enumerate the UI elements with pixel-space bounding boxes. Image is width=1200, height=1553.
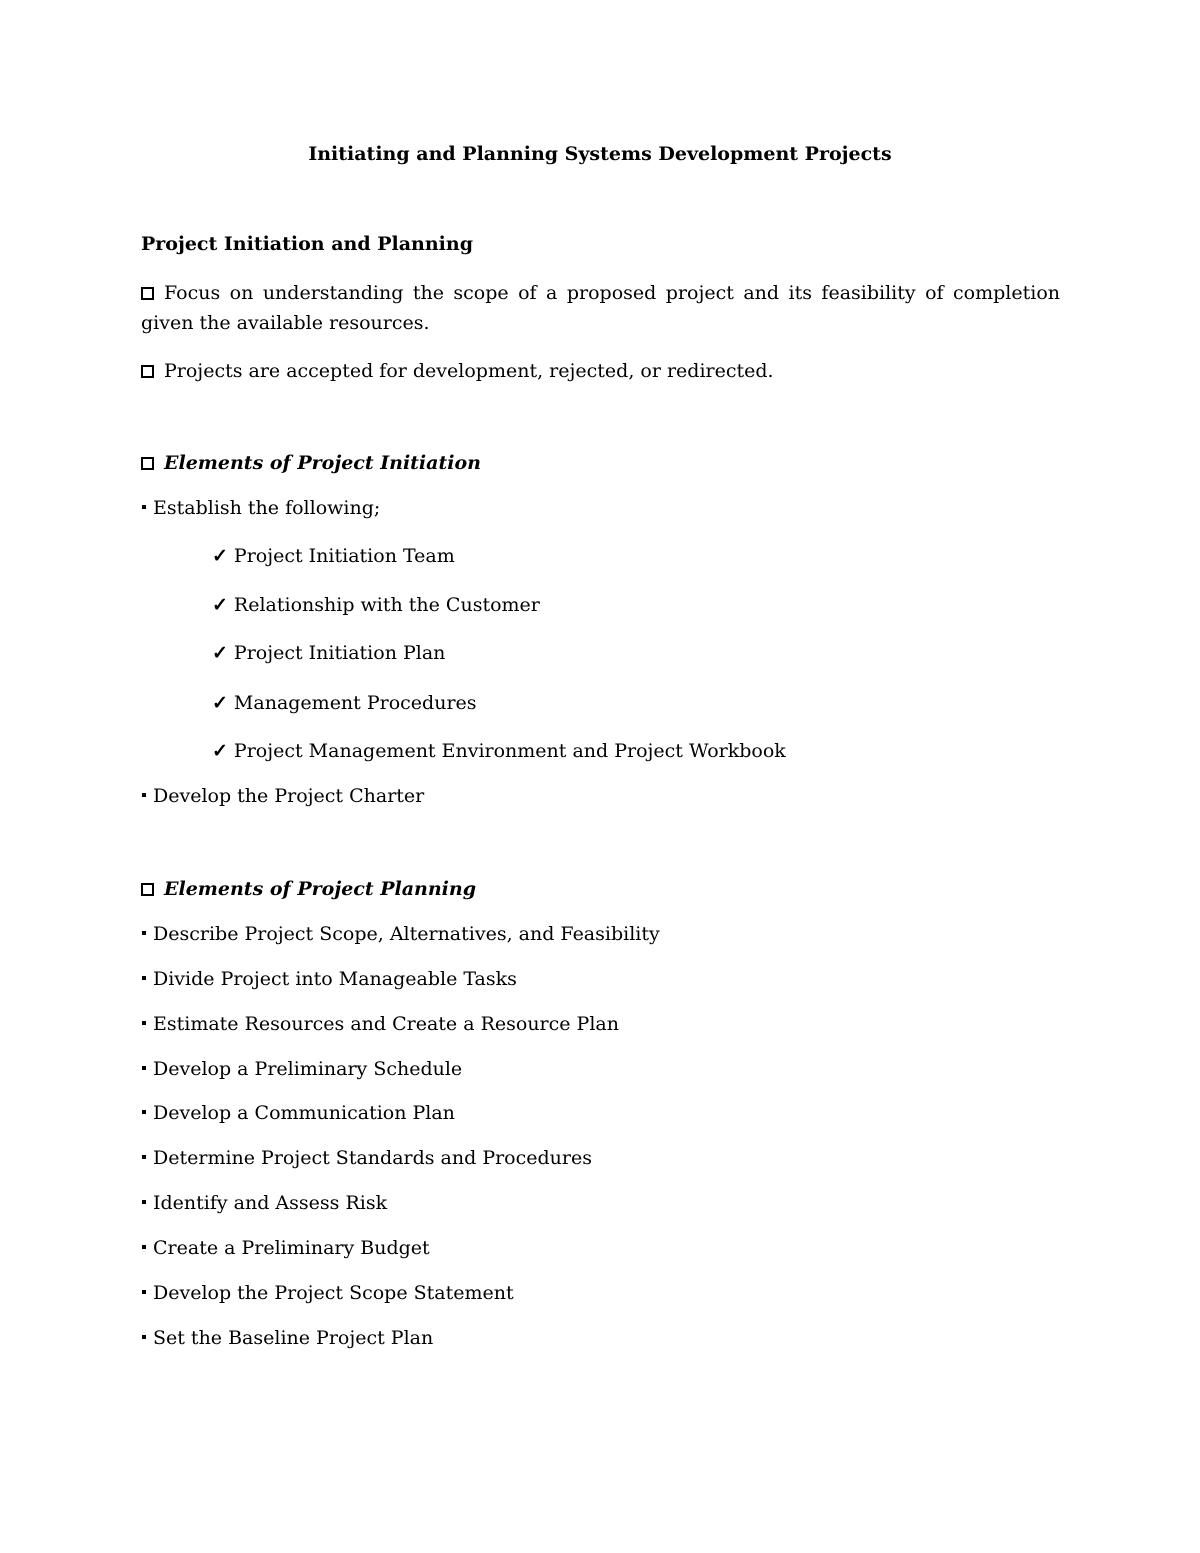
checkbox-icon xyxy=(141,883,154,896)
document-title: Initiating and Planning Systems Development Projects xyxy=(308,143,892,165)
list-item xyxy=(141,495,380,521)
checkmark-icon: ✓ xyxy=(212,545,228,567)
list-item xyxy=(141,1100,455,1126)
intro-point xyxy=(141,356,1060,386)
initiation-heading xyxy=(141,450,481,476)
list-item xyxy=(141,1011,619,1037)
initiation-heading-text: Elements of Project Initiation xyxy=(164,452,481,474)
bullet-icon xyxy=(142,1021,146,1025)
list-item-text: Divide Project into Manageable Tasks xyxy=(153,968,517,990)
list-item-text: Estimate Resources and Create a Resource Plan xyxy=(153,1013,619,1035)
checkmark-icon: ✓ xyxy=(212,740,228,762)
list-item xyxy=(141,966,517,992)
bullet-icon xyxy=(142,1290,146,1294)
bullet-icon xyxy=(142,1335,146,1339)
checkmark-icon: ✓ xyxy=(212,642,228,664)
list-item xyxy=(141,921,660,947)
list-item-text: Determine Project Standards and Procedures xyxy=(153,1147,592,1169)
list-item xyxy=(141,1325,433,1351)
check-item xyxy=(212,738,786,764)
list-item-text: Develop a Preliminary Schedule xyxy=(153,1058,463,1080)
section-heading: Project Initiation and Planning xyxy=(141,233,473,255)
list-item-text: Establish the following; xyxy=(153,497,381,519)
planning-heading xyxy=(141,876,476,902)
bullet-icon xyxy=(142,931,146,935)
check-item xyxy=(212,592,540,618)
bullet-icon xyxy=(142,1245,146,1249)
checkmark-icon: ✓ xyxy=(212,692,228,714)
bullet-icon xyxy=(142,1110,146,1114)
check-item-text: Management Procedures xyxy=(233,692,477,714)
checkbox-icon xyxy=(141,287,154,300)
bullet-icon xyxy=(142,505,146,509)
list-item xyxy=(141,1235,430,1261)
check-item-text: Project Management Environment and Project Workbook xyxy=(233,740,786,762)
check-item-text: Relationship with the Customer xyxy=(233,594,540,616)
list-item xyxy=(141,1190,387,1216)
check-item-text: Project Initiation Team xyxy=(233,545,455,567)
check-item-text: Project Initiation Plan xyxy=(233,642,446,664)
check-item xyxy=(212,640,445,666)
planning-heading-text: Elements of Project Planning xyxy=(164,878,476,900)
check-item xyxy=(212,690,477,716)
list-item-text: Develop a Communication Plan xyxy=(153,1102,455,1124)
list-item xyxy=(141,783,424,809)
bullet-icon xyxy=(142,1200,146,1204)
intro-point xyxy=(141,278,1060,338)
list-item-text: Describe Project Scope, Alternatives, and Feasibility xyxy=(153,923,660,945)
list-item-text: Develop the Project Scope Statement xyxy=(153,1282,514,1304)
bullet-icon xyxy=(142,1155,146,1159)
bullet-icon xyxy=(142,976,146,980)
list-item xyxy=(141,1145,592,1171)
checkbox-icon xyxy=(141,365,154,378)
list-item xyxy=(141,1280,514,1306)
intro-point-text: Projects are accepted for development, rejected, or redirected. xyxy=(164,360,774,382)
bullet-icon xyxy=(142,1066,146,1070)
list-item-text: Create a Preliminary Budget xyxy=(153,1237,430,1259)
checkmark-icon: ✓ xyxy=(212,594,228,616)
intro-point-text: Focus on understanding the scope of a proposed project and its feasibility of completion given the available resources. xyxy=(141,282,1060,334)
checkbox-icon xyxy=(141,457,154,470)
list-item-text: Identify and Assess Risk xyxy=(153,1192,388,1214)
list-item-text: Set the Baseline Project Plan xyxy=(153,1327,434,1349)
check-item xyxy=(212,543,455,569)
list-item-text: Develop the Project Charter xyxy=(153,785,425,807)
bullet-icon xyxy=(142,793,146,797)
list-item xyxy=(141,1056,462,1082)
